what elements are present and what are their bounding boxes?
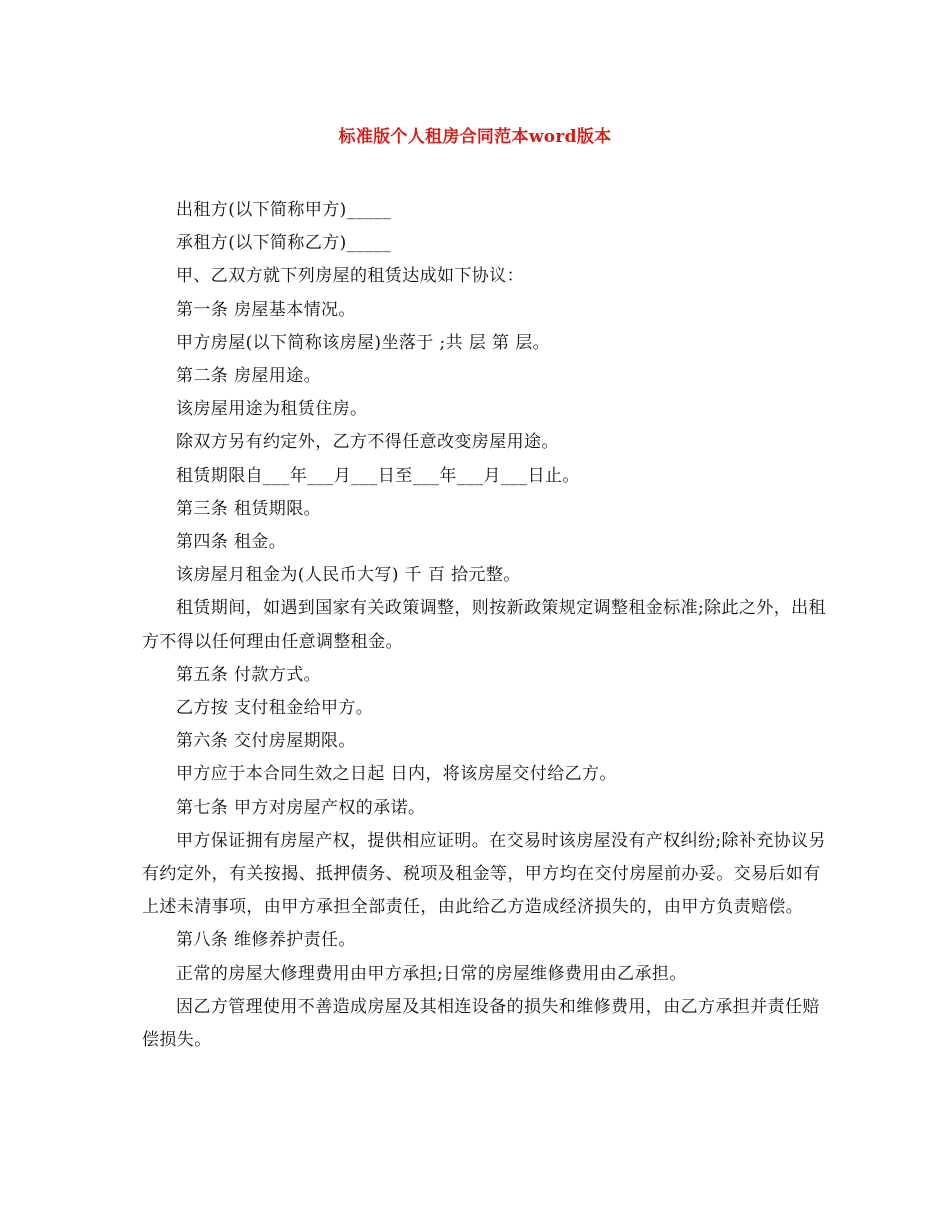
article-1-heading: 第一条 房屋基本情况。	[176, 299, 356, 320]
article-6-heading: 第六条 交付房屋期限。	[176, 731, 356, 752]
party-a-line: 出租方(以下简称甲方)_____	[176, 200, 392, 220]
article-7-text: 甲方保证拥有房屋产权，提供相应证明。在交易时该房屋没有产权纠纷;除补充协议另有约定外，有关按揭、抵押债务、税项及租金等，甲方均在交付房屋前办妥。交易后如有上述未清事项，由甲方承担全部责任，由此给乙方造成经济损失的，由甲方负责赔偿。	[142, 830, 826, 918]
article-7-heading: 第七条 甲方对房屋产权的承诺。	[176, 797, 426, 818]
article-1-text: 甲方房屋(以下简称该房屋)坐落于 ;共 层 第 层。	[176, 332, 551, 353]
article-8-heading: 第八条 维修养护责任。	[176, 930, 356, 951]
party-b-line: 承租方(以下简称乙方)_____	[176, 233, 392, 254]
article-5-heading: 第五条 付款方式。	[176, 664, 322, 685]
article-2-text-2: 除双方另有约定外，乙方不得任意改变房屋用途。	[176, 432, 559, 453]
article-4-heading: 第四条 租金。	[176, 532, 287, 553]
article-2-heading: 第二条 房屋用途。	[176, 366, 322, 387]
document-title: 标准版个人租房合同范本word版本	[338, 127, 612, 147]
lease-term-text: 租赁期限自___年___月___日至___年___月___日止。	[176, 465, 580, 486]
document-body	[142, 194, 832, 1057]
article-8-text: 正常的房屋大修理费用由甲方承担;日常的房屋维修费用由乙承担。	[176, 963, 687, 984]
article-4-text: 该房屋月租金为(人民币大写) 千 百 拾元整。	[176, 565, 521, 586]
article-3-heading: 第三条 租赁期限。	[176, 498, 322, 519]
article-6-text: 甲方应于本合同生效之日起 日内，将该房屋交付给乙方。	[176, 764, 617, 785]
article-4-text-2: 租赁期间，如遇到国家有关政策调整，则按新政策规定调整租金标准;除此之外，出租方不得以任何理由任意调整租金。	[142, 598, 826, 652]
article-5-text: 乙方按 支付租金给甲方。	[176, 698, 374, 719]
article-8-text-2: 因乙方管理使用不善造成房屋及其相连设备的损失和维修费用，由乙方承担并责任赔偿损失。	[142, 996, 820, 1051]
article-2-text: 该房屋用途为租赁住房。	[176, 399, 368, 420]
agreement-intro: 甲、乙双方就下列房屋的租赁达成如下协议：	[176, 266, 524, 287]
